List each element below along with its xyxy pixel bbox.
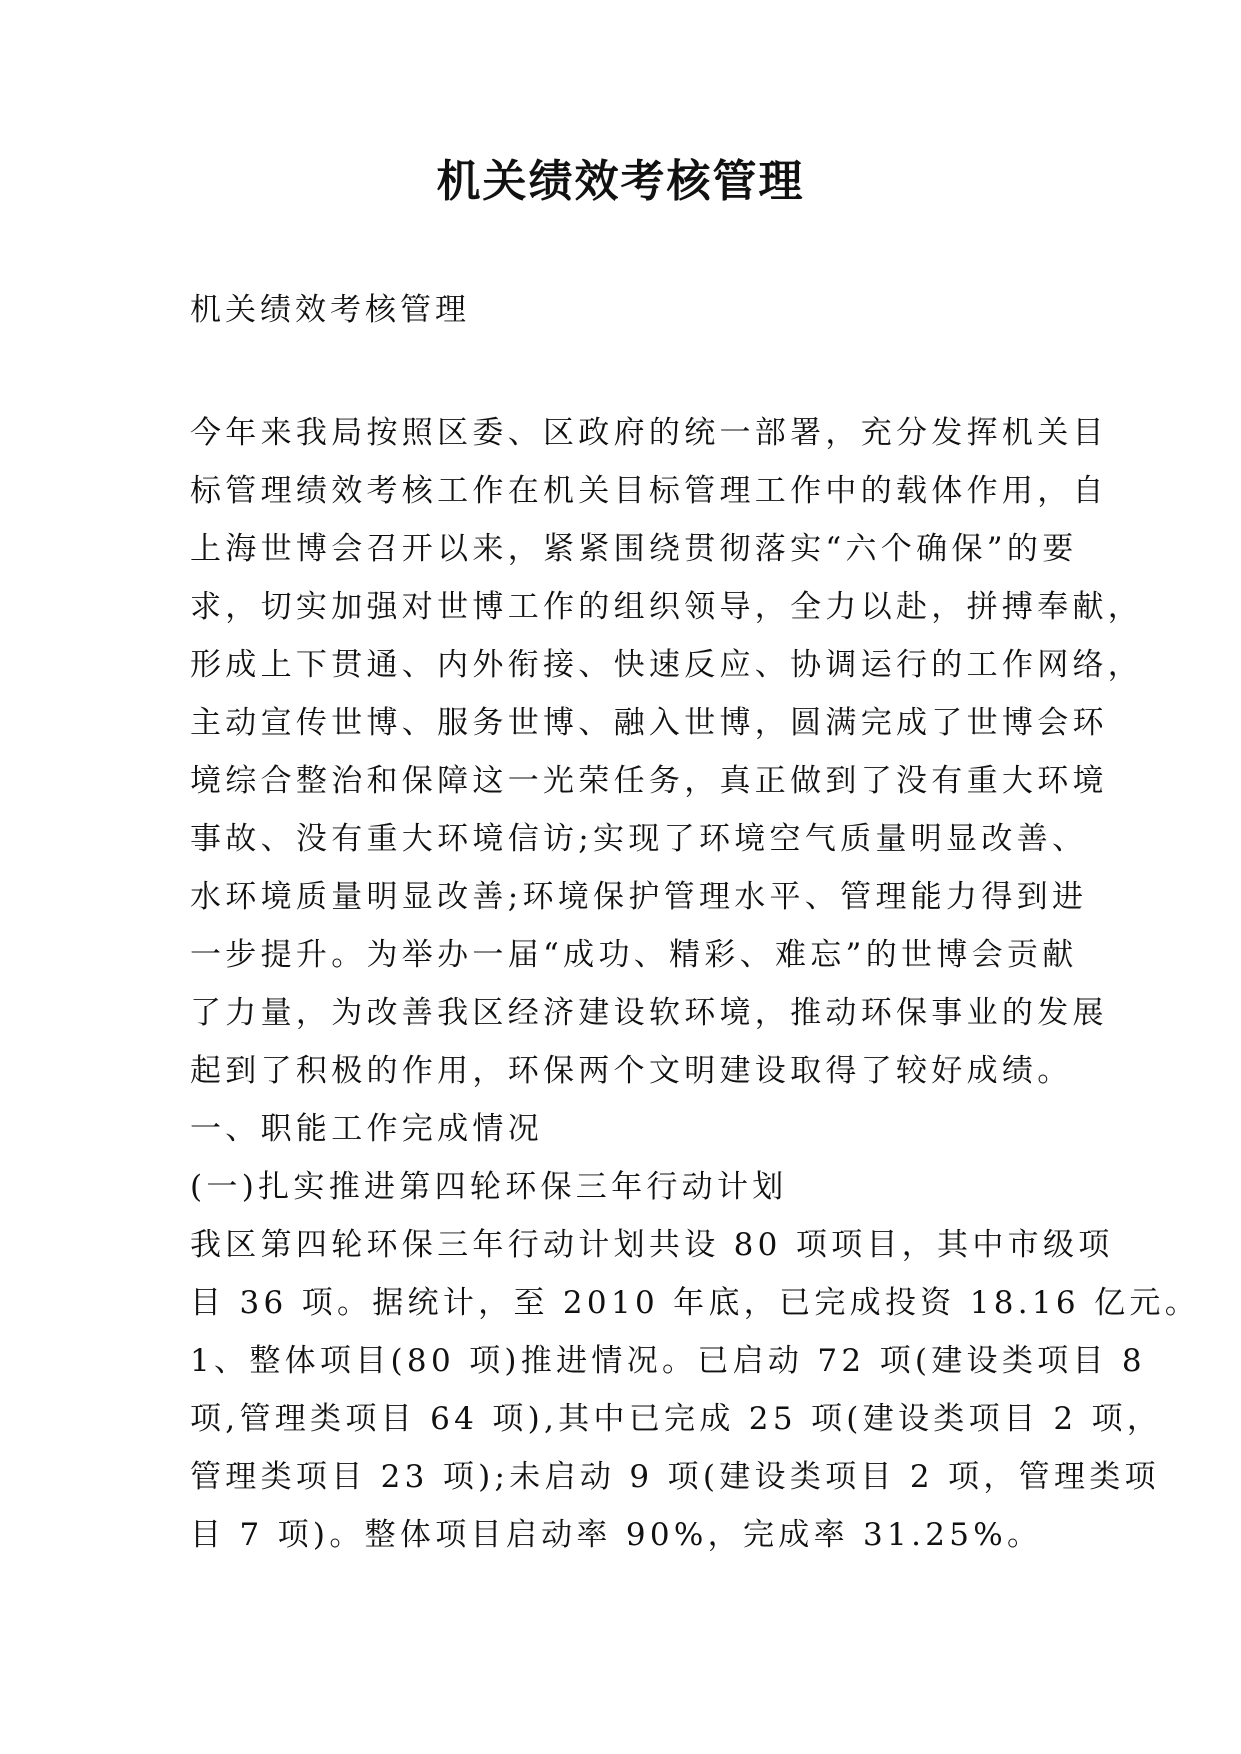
body-line: 形成上下贯通、内外衔接、快速反应、协调运行的工作网络， bbox=[190, 647, 1144, 683]
body-line: 一步提升。为举办一届“成功、精彩、难忘”的世博会贡献 bbox=[190, 937, 1078, 973]
body-line: 求，切实加强对世博工作的组织领导，全力以赴，拼搏奉献， bbox=[190, 589, 1144, 625]
body-line: 水环境质量明显改善;环境保护管理水平、管理能力得到进 bbox=[190, 879, 1088, 915]
body-line: 起到了积极的作用，环保两个文明建设取得了较好成绩。 bbox=[190, 1053, 1073, 1089]
body-line: 上海世博会召开以来，紧紧围绕贯彻落实“六个确保”的要 bbox=[190, 531, 1078, 567]
body-line: 了力量，为改善我区经济建设软环境，推动环保事业的发展 bbox=[190, 995, 1108, 1031]
body-line: 今年来我局按照区委、区政府的统一部署，充分发挥机关目 bbox=[190, 415, 1108, 451]
document-body bbox=[190, 404, 1201, 1564]
body-line: 1、整体项目(80 项)推进情况。已启动 72 项(建设类项目 8 bbox=[190, 1343, 1146, 1379]
document-subtitle: 机关绩效考核管理 bbox=[190, 292, 470, 328]
document-title: 机关绩效考核管理 bbox=[436, 156, 805, 207]
body-line: 标管理绩效考核工作在机关目标管理工作中的载体作用，自 bbox=[190, 473, 1108, 509]
body-line: 境综合整治和保障这一光荣任务，真正做到了没有重大环境 bbox=[190, 763, 1108, 799]
body-line: 目 7 项)。整体项目启动率 90%，完成率 31.25%。 bbox=[190, 1517, 1043, 1553]
body-line: (一)扎实推进第四轮环保三年行动计划 bbox=[190, 1169, 788, 1205]
body-line: 管理类项目 23 项);未启动 9 项(建设类项目 2 项，管理类项 bbox=[190, 1459, 1160, 1495]
body-line: 一、职能工作完成情况 bbox=[190, 1111, 543, 1147]
body-line: 主动宣传世博、服务世博、融入世博，圆满完成了世博会环 bbox=[190, 705, 1108, 741]
body-line: 项,管理类项目 64 项),其中已完成 25 项(建设类项目 2 项， bbox=[190, 1401, 1163, 1437]
body-line: 我区第四轮环保三年行动计划共设 80 项项目，其中市级项 bbox=[190, 1227, 1114, 1263]
body-line: 目 36 项。据统计，至 2010 年底，已完成投资 18.16 亿元。 bbox=[190, 1285, 1201, 1321]
body-line: 事故、没有重大环境信访;实现了环境空气质量明显改善、 bbox=[190, 821, 1088, 857]
